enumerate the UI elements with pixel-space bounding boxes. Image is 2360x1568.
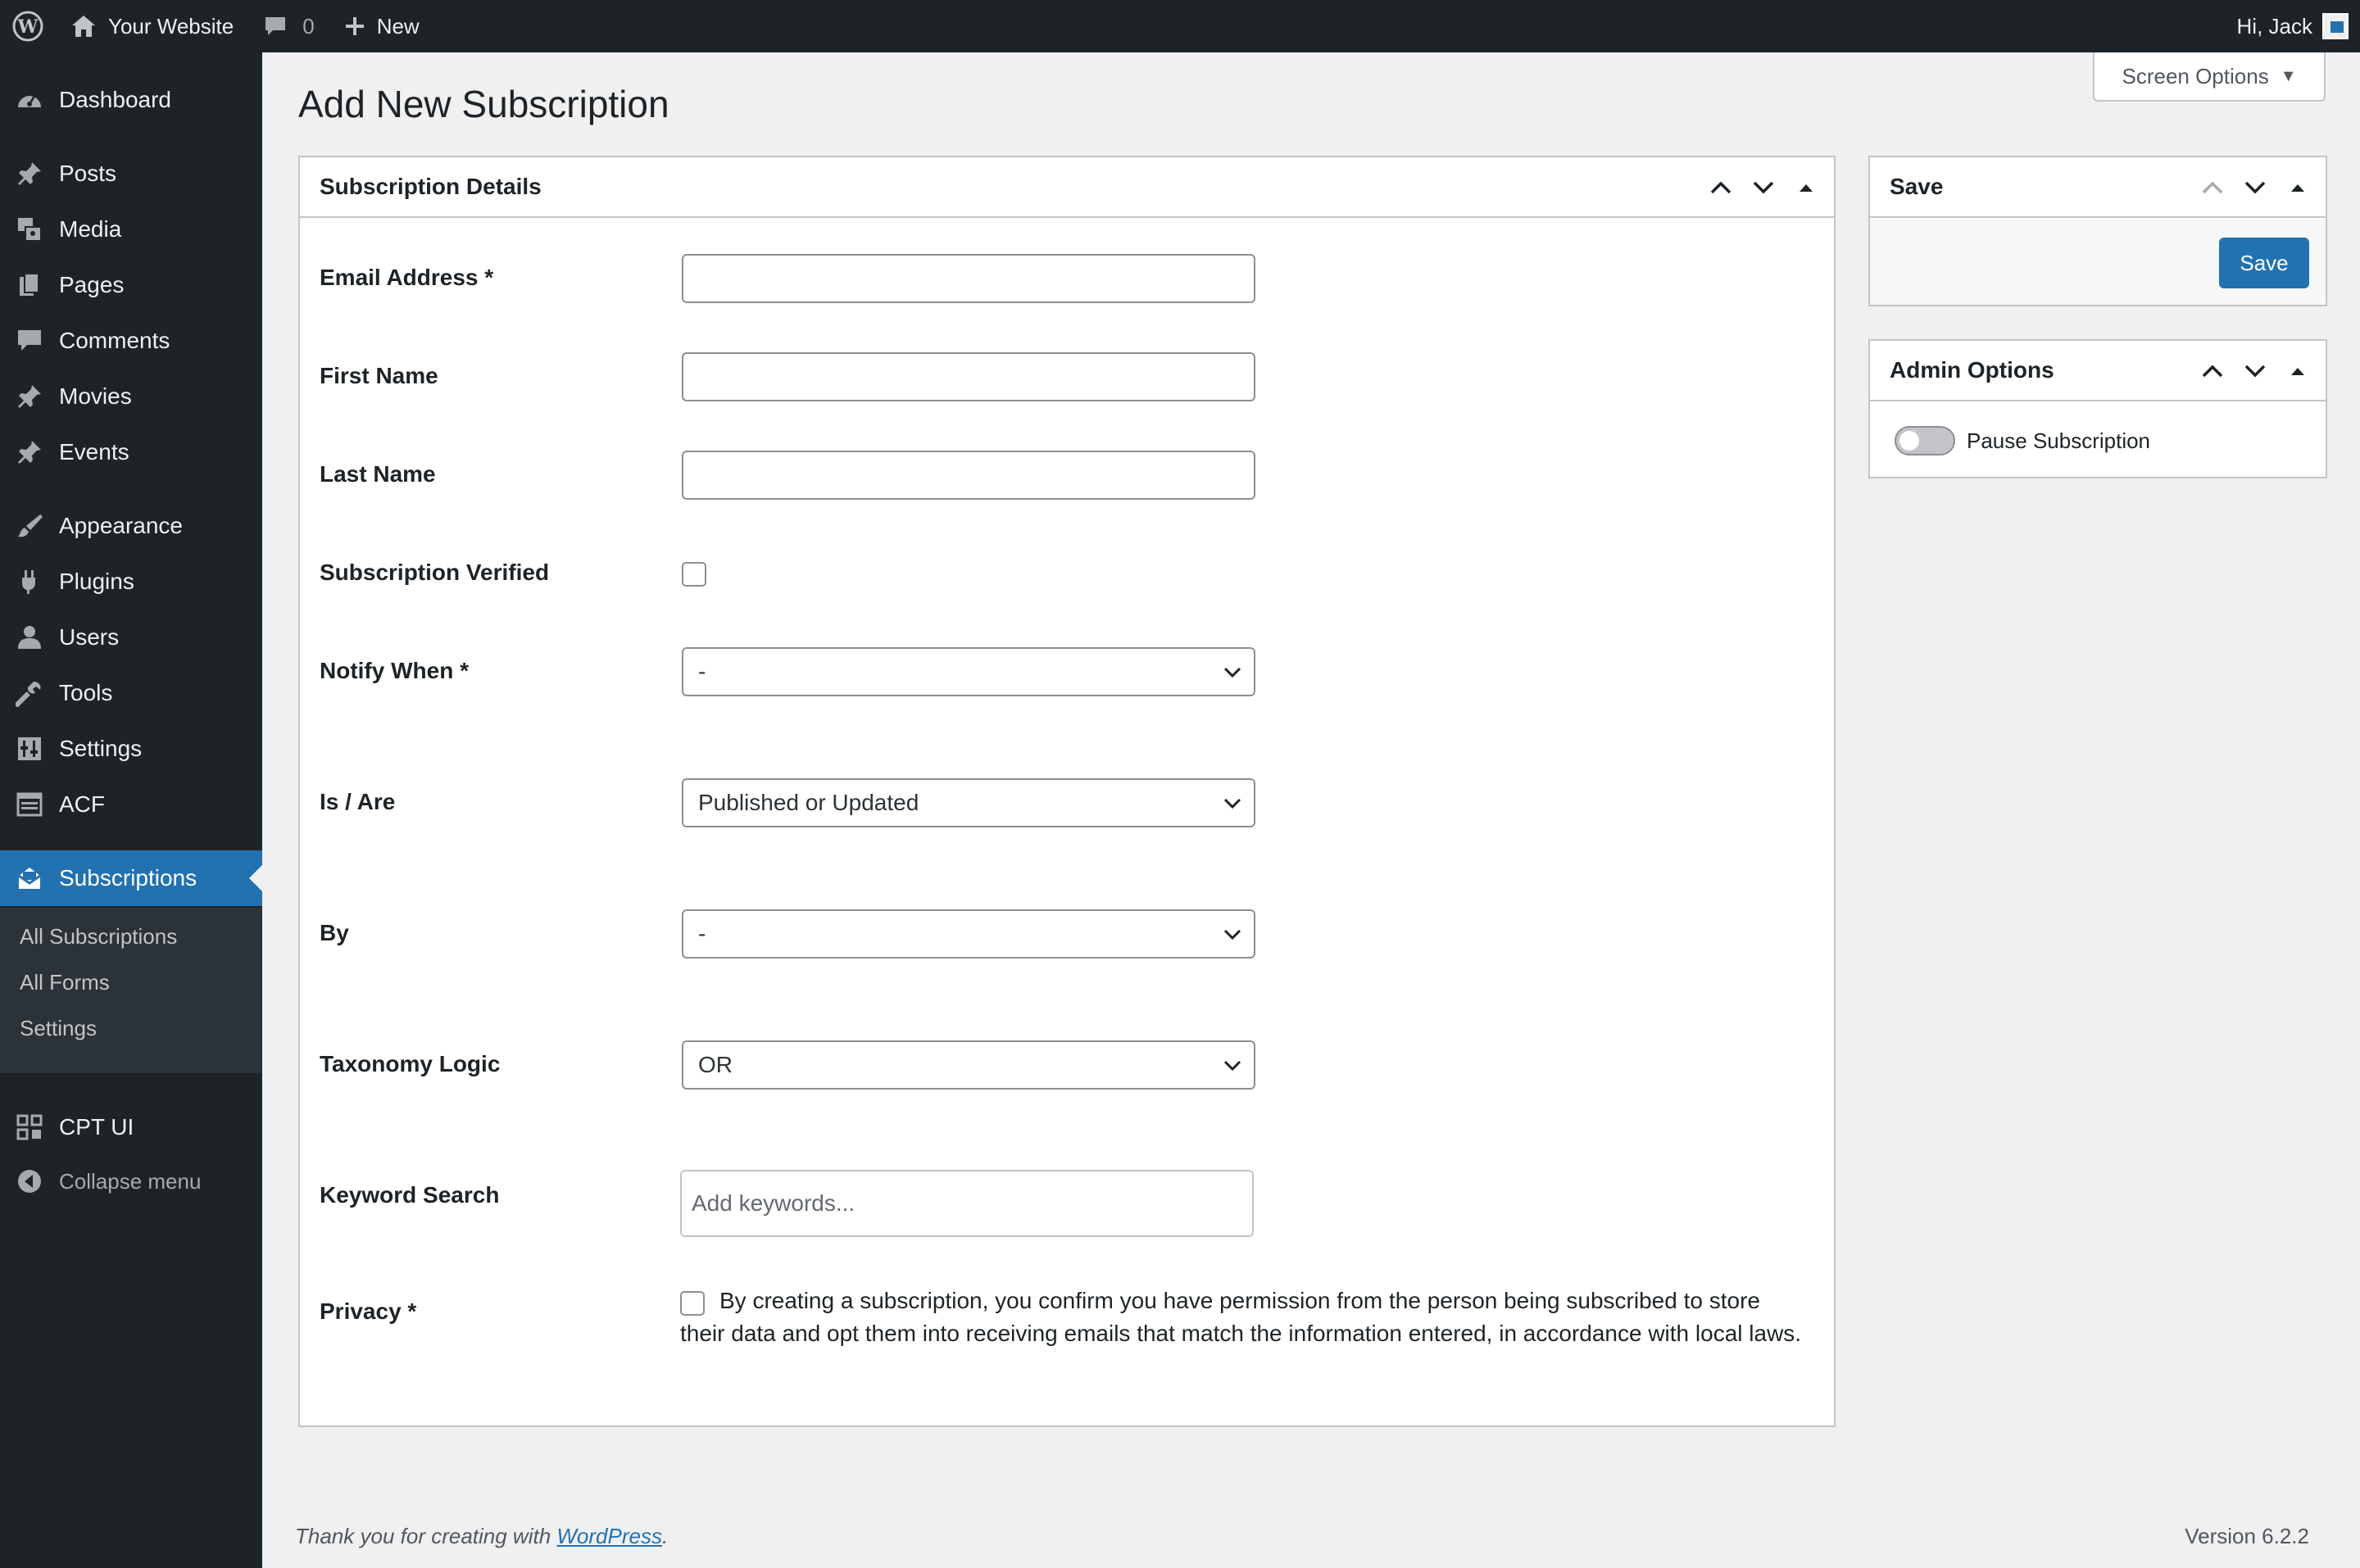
collapse-menu-button[interactable] [0,1153,262,1209]
move-down-chevron-icon[interactable] [2234,341,2276,401]
first-name-field[interactable] [682,352,1255,401]
comments-link[interactable] [248,0,329,52]
sidebar-item-cpt-ui[interactable] [0,1099,262,1155]
sidebar-item-label: Posts [59,161,117,186]
privacy-label: Privacy * [320,1298,417,1324]
select-value: - [698,659,706,684]
screen-options-button[interactable] [2093,52,2326,102]
by-label: By [320,920,349,945]
postbox-title: Subscription Details [320,174,542,199]
wordpress-link[interactable]: WordPress [556,1524,662,1548]
last-name-label: Last Name [320,461,436,487]
comments-count: 0 [302,13,315,39]
sidebar-item-label: CPT UI [59,1114,134,1140]
sidebar-item-posts[interactable] [0,146,262,202]
sidebar-item-label: Dashboard [59,87,171,112]
keyword-search-input[interactable] [680,1170,1254,1237]
postbox-title: Admin Options [1890,357,2054,383]
footer-thanks [295,1524,668,1549]
sidebar-item-label: Users [59,624,120,650]
taxonomy-logic-label: Taxonomy Logic [320,1051,501,1076]
sidebar-item-label: ACF [59,791,105,817]
chevron-down-icon [1223,1055,1242,1075]
plugin-icon [15,567,44,596]
sidebar-item-acf[interactable] [0,777,262,832]
save-button[interactable]: Save [2219,238,2309,288]
brush-icon [15,511,44,541]
sidebar-item-label: Events [59,439,129,465]
site-name-link[interactable] [54,0,248,52]
dashboard-icon [15,85,44,115]
wordpress-logo-icon[interactable] [2,0,54,52]
sidebar-item-appearance[interactable] [0,498,262,554]
first-name-label: First Name [320,363,438,388]
postbox-handles [1700,157,1827,218]
toggle-panel-triangle-icon[interactable] [2276,341,2319,401]
sidebar-item-media[interactable] [0,202,262,257]
settings-icon [15,734,44,764]
pause-subscription-label: Pause Subscription [1967,428,2151,453]
sidebar-item-users[interactable] [0,610,262,665]
submenu-all-forms[interactable]: All Forms [20,970,110,995]
sidebar-item-plugins[interactable] [0,554,262,610]
sidebar-item-label: Tools [59,680,113,705]
move-up-chevron-icon[interactable] [2191,341,2234,401]
submenu-all-subscriptions[interactable]: All Subscriptions [20,924,178,949]
postbox-header [300,157,1834,218]
privacy-text: By creating a subscription, you confirm you have permission from the person being subscribed to store their data and opt them into receiving emails that match the information entered, in accordance with local laws. [680,1288,1802,1346]
sidebar-item-label: Appearance [59,513,184,538]
user-icon [15,623,44,652]
by-select[interactable] [682,909,1255,958]
grid-icon [15,1113,44,1142]
subscriptions-icon [15,863,44,893]
select-value: OR [698,1052,733,1077]
move-up-chevron-icon[interactable] [2191,157,2234,218]
pin-icon [15,159,44,188]
admin-bar [0,0,2360,52]
home-icon [70,14,97,39]
subscription-verified-label: Subscription Verified [320,560,550,585]
pages-icon [15,270,44,300]
caret-down-icon: ▼ [2280,66,2297,85]
comment-icon [263,14,288,39]
toggle-panel-triangle-icon[interactable] [1785,157,1827,218]
keyword-placeholder: Add keywords... [692,1190,856,1216]
chevron-down-icon [1223,662,1242,682]
move-down-chevron-icon[interactable] [2234,157,2276,218]
email-field[interactable] [682,254,1255,303]
svg-text:W: W [17,16,39,38]
taxonomy-logic-select[interactable] [682,1040,1255,1090]
admin-sidebar [0,52,262,1568]
keyword-search-label: Keyword Search [320,1182,500,1208]
avatar [2322,13,2349,39]
sidebar-item-label: Plugins [59,569,134,594]
postbox-header [1870,341,2326,401]
pin-icon [15,382,44,411]
screen-options-label: Screen Options [2122,63,2269,88]
site-name-label: Your Website [108,13,234,39]
footer-thanks-text: Thank you for creating with [295,1524,557,1548]
select-value: Published or Updated [698,790,919,815]
table-icon [15,790,44,819]
is-are-label: Is / Are [320,789,396,814]
sidebar-item-settings[interactable] [0,721,262,777]
my-account-link[interactable] [2237,0,2349,52]
collapse-icon [15,1167,44,1196]
sidebar-item-label: Media [59,216,122,242]
sidebar-item-label: Subscriptions [59,865,197,890]
select-value: - [698,921,706,946]
chevron-down-icon [1223,793,1242,813]
postbox-header [1870,157,2326,218]
sidebar-item-label: Comments [59,328,170,353]
footer-thanks-suffix: . [661,1524,669,1548]
wrench-icon [15,678,44,708]
admin-options-box [1868,339,2327,478]
sidebar-item-movies[interactable] [0,369,262,424]
new-content-link[interactable] [329,0,434,52]
toggle-panel-triangle-icon[interactable] [2276,157,2319,218]
notify-when-label: Notify When * [320,658,469,683]
last-name-field[interactable] [682,451,1255,500]
sidebar-item-dashboard[interactable] [0,72,262,128]
submenu-settings[interactable]: Settings [20,1016,97,1040]
sidebar-item-subscriptions[interactable] [0,850,262,906]
new-label: New [376,13,420,39]
email-label: Email Address * [320,265,494,290]
sidebar-item-label: Settings [59,736,143,761]
footer-version: Version 6.2.2 [2185,1524,2309,1548]
howdy-label: Hi, Jack [2236,13,2312,39]
chevron-down-icon [1223,924,1242,944]
plus-icon [344,16,365,37]
comment-icon [15,326,44,356]
sidebar-item-tools[interactable] [0,665,262,721]
notify-when-select[interactable] [682,647,1255,696]
sidebar-item-pages[interactable] [0,257,262,313]
collapse-menu-label: Collapse menu [59,1168,202,1194]
pause-subscription-toggle[interactable] [1895,426,1955,455]
sidebar-item-label: Movies [59,383,132,409]
move-up-chevron-icon[interactable] [1700,157,1742,218]
subscription-verified-checkbox[interactable] [682,562,706,587]
postbox-handles [2191,157,2319,218]
subscriptions-submenu [0,908,262,1073]
move-down-chevron-icon[interactable] [1742,157,1785,218]
postbox-title: Save [1890,174,1944,199]
sidebar-item-comments[interactable] [0,313,262,369]
sidebar-item-events[interactable] [0,424,262,480]
sidebar-item-label: Pages [59,272,125,297]
media-icon [15,215,44,244]
page-title: Add New Subscription [298,83,669,125]
postbox-handles [2191,341,2319,401]
pin-icon [15,437,44,467]
is-are-select[interactable] [682,778,1255,827]
